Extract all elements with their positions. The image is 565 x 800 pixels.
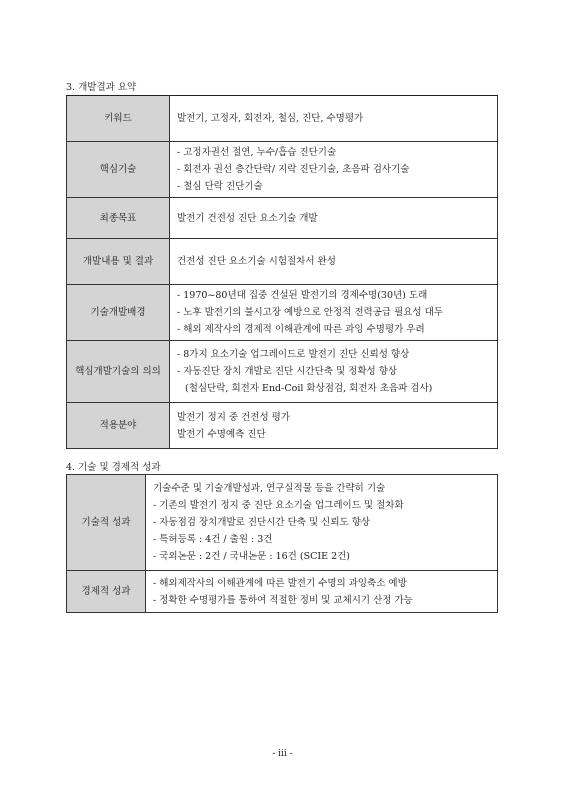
technical-performance-line: - 특허등록 : 4건 / 출원 : 3건 <box>153 534 273 545</box>
final-goal-row <box>67 198 498 239</box>
technical-performance-line: - 기존의 발전기 정지 중 진단 요소기술 업그레이드 및 절차화 <box>153 500 404 511</box>
economic-performance-row <box>67 571 498 613</box>
keywords-value: 발전기, 고정자, 회전자, 철심, 진단, 수명평가 <box>170 96 498 142</box>
application-label: 적용분야 <box>67 403 170 449</box>
background-row <box>67 285 498 341</box>
background-line: - 노후 발전기의 불시고장 예방으로 안정적 전력공급 필요성 대두 <box>177 307 443 318</box>
significance-value <box>170 341 498 403</box>
development-summary-table <box>66 95 498 449</box>
significance-line: - 8가지 요소기술 업그레이드로 발전기 진단 신뢰성 향상 <box>177 349 410 360</box>
performance-table <box>66 474 498 613</box>
content-result-label: 개발내용 및 결과 <box>67 239 170 285</box>
content-result-value: 건전성 진단 요소기술 시험절차서 완성 <box>170 239 498 285</box>
economic-performance-line: - 정확한 수명평가를 통하여 적절한 정비 및 교체시기 산정 가능 <box>153 594 413 606</box>
keywords-row <box>67 96 498 142</box>
background-value <box>170 285 498 341</box>
technical-performance-line: - 자동점검 장치개발로 진단시간 단축 및 신뢰도 향상 <box>153 517 371 528</box>
technical-performance-line: - 국외논문 : 2건 / 국내논문 : 16건 (SCIE 2건) <box>153 551 350 562</box>
content-result-row <box>67 239 498 285</box>
core-tech-line: - 고정자권선 절연, 누수/흡습 진단기술 <box>177 147 337 158</box>
core-tech-line: - 회전자 권선 층간단락/ 지락 진단기술, 초음파 검사기술 <box>177 164 410 175</box>
core-tech-row <box>67 142 498 198</box>
economic-performance-label: 경제적 성과 <box>67 571 146 613</box>
keywords-label: 키워드 <box>67 96 170 142</box>
section-3-title: 3. 개발결과 요약 <box>66 82 137 93</box>
core-tech-line: - 철심 단락 진단기술 <box>177 181 263 192</box>
significance-label: 핵심개발기술의 의의 <box>67 341 170 403</box>
application-line: 발전기 수명예측 진단 <box>177 428 266 440</box>
significance-line: - 자동진단 장치 개발로 진단 시간단축 및 정확성 향상 <box>177 366 398 377</box>
final-goal-label: 최종목표 <box>67 198 170 239</box>
core-tech-value <box>170 142 498 198</box>
background-line: - 해외 제작사의 경제적 이해관계에 따른 과잉 수명평가 우려 <box>177 324 425 335</box>
technical-performance-value <box>146 475 498 571</box>
significance-line: (철심단락, 회전자 End-Coil 화상점검, 회전자 초음파 검사) <box>185 383 433 394</box>
core-tech-label: 핵심기술 <box>67 142 170 198</box>
section-4-title: 4. 기술 및 경제적 성과 <box>66 462 161 473</box>
application-row <box>67 403 498 449</box>
economic-performance-line: - 해외제작사의 이해관계에 따른 발전기 수명의 과잉축소 예방 <box>153 577 407 589</box>
application-value <box>170 403 498 449</box>
application-line: 발전기 정지 중 건전성 평가 <box>177 411 291 423</box>
background-label: 기술개발배경 <box>67 285 170 341</box>
background-line: - 1970~80년대 집중 건설된 발전기의 경제수명(30년) 도래 <box>177 290 428 301</box>
technical-performance-row <box>67 475 498 571</box>
economic-performance-value <box>146 571 498 613</box>
page-number: - iii - <box>272 749 293 759</box>
technical-performance-label: 기술적 성과 <box>67 475 146 571</box>
technical-performance-line: 기술수준 및 기술개발성과, 연구실적물 등을 간략히 기술 <box>153 483 386 494</box>
final-goal-value: 발전기 건전성 진단 요소기술 개발 <box>170 198 498 239</box>
significance-row <box>67 341 498 403</box>
